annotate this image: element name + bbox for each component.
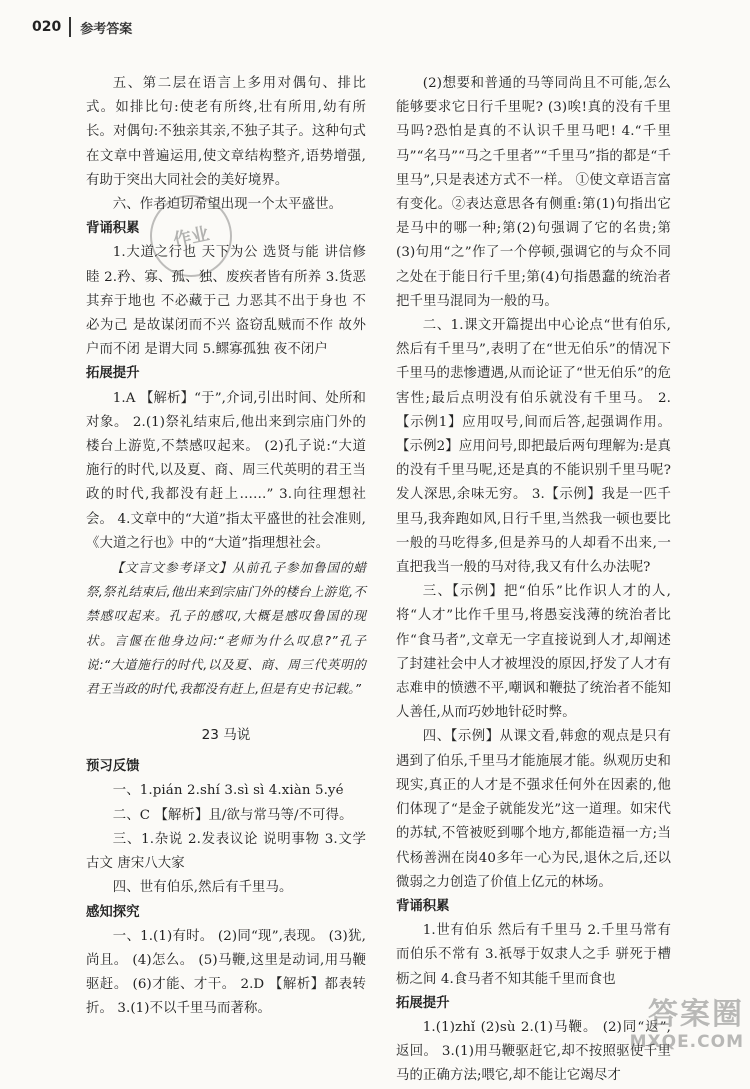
preview-answer-1: 一、1.pián 2.shí 3.sì sì 4.xiàn 5.yé [112,783,344,799]
lesson-title: 23 马说 [201,727,251,744]
section-heading-extension-2: 拓展提升 [396,995,450,1011]
preview-answer-3: 三、1.杂说 2.发表议论 说明事物 3.文学 古文 唐宋八大家 [86,831,366,872]
section-heading-preview: 预习反馈 [86,759,140,775]
section-heading-recite-2: 背诵积累 [396,898,450,914]
header-divider [69,17,71,37]
left-column [86,72,366,1022]
section-heading-explore: 感知探究 [86,904,140,920]
right-column [396,72,671,1089]
recite-answers: 1.大道之行也 天下为公 选贤与能 讲信修睦 2.矜、寡、孤、独、废疾者皆有所养 3.货恶其弃于地也 不必藏于己 力恶其不出于身也 不必为己 是故谋闭而不兴 盗窃乱贼而不作 故外户而不闭 是谓大同 5.鳏寡孤独 夜不闭户 [86,245,366,358]
answer-section-3: 三、【示例】把“伯乐”比作识人才的人,将“人才”比作千里马,将愚妄浅薄的统治者比作“食马者”,文章无一字直接说到人才,却阐述了封建社会中人才被埋没的原因,抒发了人才有志难申的愤懑不平,嘲讽和鞭挞了统治者不能知人善任,从而巧妙地针砭时弊。 [396,584,671,721]
extension-answers-2: 1.(1)zhǐ (2)sù 2.(1)马鞭。 (2)同“返”,返回。 3.(1)用马鞭驱赶它,却不按照驱使千里马的正确方法;喂它,却不能让它竭尽才 [396,1019,671,1084]
section-heading-extension: 拓展提升 [86,366,140,382]
explore-answers: 一、1.(1)有时。 (2)同“现”,表现。 (3)犹,尚且。 (4)怎么。 (5)马鞭,这里是动词,用马鞭驱赶。 (6)才能、才干。 2.D 【解析】都表转折。 3.(1)不以千里马而著称。 [86,928,366,1017]
preview-answer-4: 四、世有伯乐,然后有千里马。 [112,880,293,896]
answer-paragraph-6: 六、作者迫切希望出现一个太平盛世。 [112,197,343,213]
preview-answer-2: 二、C 【解析】且/欲与常马等/不可得。 [112,807,353,823]
watermark-logo-text: 答案圈 [648,997,744,1032]
page-header [32,16,132,38]
section-heading-recite: 背诵积累 [86,221,140,237]
explore-answers-continued: (2)想要和普通的马等同尚且不可能,怎么能够要求它日行千里呢? (3)唉!真的没有千里马吗?恐怕是真的不认识千里马吧! 4.“千里马”“名马”“马之千里者”“千里马”指的都是“千里马”,只是表述方式不一样。 ①使文章语言富有变化。②表达意思各有侧重:第(1)句指出它是马中的哪一种;第(2)句强调了它的名贵;第(3)句用“之”作了一个停顿,强调它的与众不同之处在于能日行千里;第(4)句指愚蠢的统治者把千里马混同为一般的马。 [396,76,671,309]
homework-stamp: 作业 [142,187,239,284]
page-number: 020 [32,19,62,35]
answer-paragraph-5: 五、第二层在语言上多用对偶句、排比式。如排比句:使老有所终,壮有所用,幼有所长。对偶句:不独亲其亲,不独子其子。这种句式在文章中普遍运用,使文章结构整齐,语势增强,有助于突出大同社会的美好境界。 [86,76,366,188]
recite-answers-2: 1.世有伯乐 然后有千里马 2.千里马常有 而伯乐不常有 3.祇辱于奴隶人之手 骈死于槽枥之间 4.食马者不知其能千里而食也 [396,923,671,987]
watermark-domain: MXQE.COM [629,1032,744,1052]
answer-section-2: 二、1.课文开篇提出中心论点“世有伯乐,然后有千里马”,表明了在“世无伯乐”的情况下千里马的悲惨遭遇,从而论证了“世无伯乐”的危害性;最后点明没有伯乐就没有千里马。 2.【示例1】应用叹号,间而后答,起强调作用。 【示例2】应用问号,即把最后两句理解为:是真的没有千里马呢,还是真的不能识别千里马呢?发人深思,余味无穷。 3.【示例】我是一匹千里马,我奔跑如风,日行千里,当然我一顿也要比一般的马吃得多,但是养马的人却看不出来,一直把我当一般的马对待,我又有什么办法呢? [396,318,671,576]
classical-translation: 【文言文参考译文】从前孔子参加鲁国的蜡祭,祭礼结束后,他出来到宗庙门外的楼台上游览,不禁感叹起来。孔子的感叹,大概是感叹鲁国的现状。言偃在他身边问:“老师为什么叹息?”孔子说:“大道施行的时代,以及夏、商、周三代英明的君王当政的时代,我都没有赶上,但是有史书记载。” [86,560,366,697]
answer-section-4: 四、【示例】从课文看,韩愈的观点是只有遇到了伯乐,千里马才能施展才能。纵观历史和现实,真正的人才是不强求任何外在因素的,他们体现了“是金子就能发光”这一道理。如宋代的苏轼,不管被贬到哪个地方,都能造福一方;当代杨善洲在岗40多年一心为民,退休之后,还以微弱之力创造了价值上亿元的林场。 [396,729,671,890]
header-label: 参考答案 [80,21,133,37]
extension-answers: 1.A 【解析】“于”,介词,引出时间、处所和对象。 2.(1)祭礼结束后,他出来到宗庙门外的楼台上游览,不禁感叹起来。 (2)孔子说:“大道施行的时代,以及夏、商、周三代英明的君王当政的时代,我都没有赶上……” 3.向往理想社会。 4.文章中的“大道”指太平盛世的社会准则,《大道之行也》中的“大道”指理想社会。 [86,390,366,551]
